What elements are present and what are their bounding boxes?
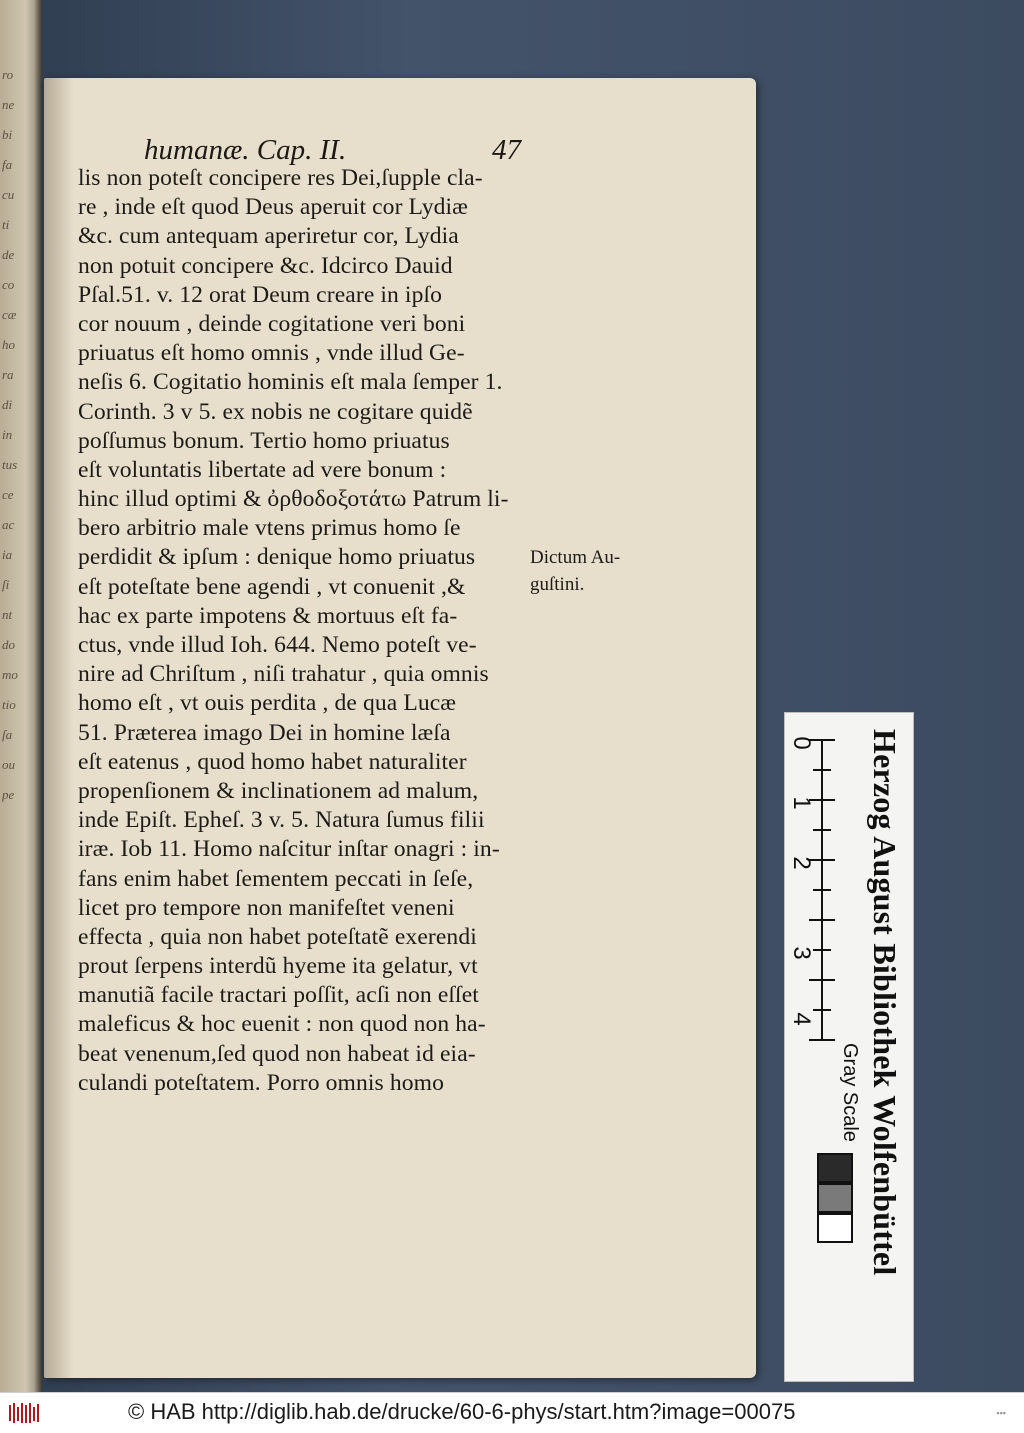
text-line: culandi poteſtatem. Porro omnis homo	[78, 1069, 444, 1096]
gutter-shadow	[34, 0, 42, 1392]
text-line: Corinth. 3 v 5. ex nobis ne cogitare quidẽ	[78, 398, 473, 425]
ruler-tick	[813, 769, 831, 771]
gray-scale-label: Gray Scale	[839, 1043, 861, 1142]
text-line: Pſal.51. v. 12 orat Deum creare in ipſo	[78, 281, 443, 308]
gray-swatch-white	[817, 1213, 853, 1243]
page-number: 47	[492, 134, 521, 166]
text-line: hinc illud optimi & ὀρθοδοξοτάτω Patrum li-	[78, 486, 509, 513]
text-line: nire ad Chriſtum , niſi trahatur , quia omnis	[78, 661, 489, 688]
text-line: prout ſerpens interdũ hyeme ita gelatur, vt	[78, 953, 478, 980]
marginal-note	[530, 544, 640, 598]
text-line: poſſumus bonum. Tertio homo priuatus	[78, 427, 450, 454]
text-line: beat venenum,ſed quod non habeat id eia-	[78, 1040, 476, 1067]
text-line: iræ. Iob 11. Homo naſcitur inſtar onagri : in-	[78, 836, 500, 863]
gray-swatch-mid	[817, 1183, 853, 1213]
text-line: manutiã facile tractari poſſit, acſi non eſſet	[78, 982, 479, 1009]
ruler-tick	[809, 919, 835, 921]
text-line: neſis 6. Cogitatio hominis eſt mala ſemper 1.	[78, 369, 503, 396]
page-gutter-shade	[44, 78, 74, 1378]
text-line: maleficus & hoc euenit : non quod non ha-	[78, 1011, 486, 1038]
ruler-tick	[809, 979, 835, 981]
text-line: bero arbitrio male vtens primus homo ſe	[78, 515, 461, 542]
ruler-tick	[813, 889, 831, 891]
book-page	[44, 78, 756, 1378]
text-line: non potuit concipere &c. Idcirco Dauid	[78, 252, 453, 279]
running-head-title: humanæ. Cap. II.	[144, 134, 347, 166]
text-line: inde Epiſt. Epheſ. 3 v. 5. Natura ſumus filii	[78, 807, 485, 834]
text-line: hac ex parte impotens & mortuus eſt fa-	[78, 602, 458, 629]
text-line: lis non poteſt concipere res Dei,ſupple cla-	[78, 165, 483, 191]
text-line: eſt voluntatis libertate ad vere bonum :	[78, 456, 447, 483]
ruler-number: 0	[788, 736, 815, 750]
copyright-url-text: © HAB http://diglib.hab.de/drucke/60-6-phys/start.htm?image=00075	[128, 1399, 796, 1424]
ruler-number: 1	[788, 796, 815, 810]
facing-page-text-fragments: ro ne bi fa cu ti de co cæ ho ra di in tus ce ac ia ſi nt do mo tio ſa ou pe	[2, 67, 18, 802]
facing-page-edge	[0, 0, 42, 1392]
text-line: eſt poteſtate bene agendi , vt conuenit ,&	[78, 573, 466, 600]
footer-marker-icon: ▪▪▪	[996, 1408, 1006, 1418]
ruler-tick	[813, 829, 831, 831]
ruler-number: 3	[788, 946, 815, 960]
text-line: re , inde eſt quod Deus aperuit cor Lydiæ	[78, 194, 469, 221]
text-line: perdidit & ipſum : denique homo priuatus	[78, 544, 476, 571]
text-line: 51. Præterea imago Dei in homine læſa	[78, 719, 451, 746]
footer-bar	[0, 1392, 1024, 1433]
ruler-tick	[809, 1039, 835, 1041]
body-text	[78, 164, 548, 1098]
text-line: homo eſt , vt ouis perdita , de qua Lucæ	[78, 690, 457, 717]
ruler-tick	[813, 1009, 831, 1011]
text-line: fans enim habet ſementem peccati in ſeſe,	[78, 865, 474, 892]
ruler-title: Herzog August Bibliothek Wolfenbüttel	[867, 729, 903, 1276]
ruler-number: 4	[788, 1012, 815, 1026]
text-line: &c. cum antequam aperiretur cor, Lydia	[78, 223, 459, 250]
text-line: cor nouum , deinde cogitatione veri boni	[78, 310, 466, 337]
gray-swatch-dark	[817, 1153, 853, 1183]
text-line: priuatus eſt homo omnis , vnde illud Ge-	[78, 340, 465, 367]
marginal-note-line: Dictum Au-	[530, 547, 621, 568]
ruler-tick	[813, 949, 831, 951]
color-ruler	[784, 712, 914, 1382]
text-line: effecta , quia non habet poteſtatẽ exerendi	[78, 923, 477, 950]
text-line: propenſionem & inclinationem ad malum,	[78, 777, 479, 804]
text-line: eſt eatenus , quod homo habet naturaliter	[78, 748, 467, 775]
hab-logo-icon	[8, 1401, 42, 1425]
ruler-number: 2	[788, 856, 815, 870]
text-line: licet pro tempore non manifeſtet veneni	[78, 894, 455, 921]
marginal-note-line: guſtini.	[530, 574, 585, 595]
text-line: ctus, vnde illud Ioh. 644. Nemo poteſt ve-	[78, 632, 477, 658]
